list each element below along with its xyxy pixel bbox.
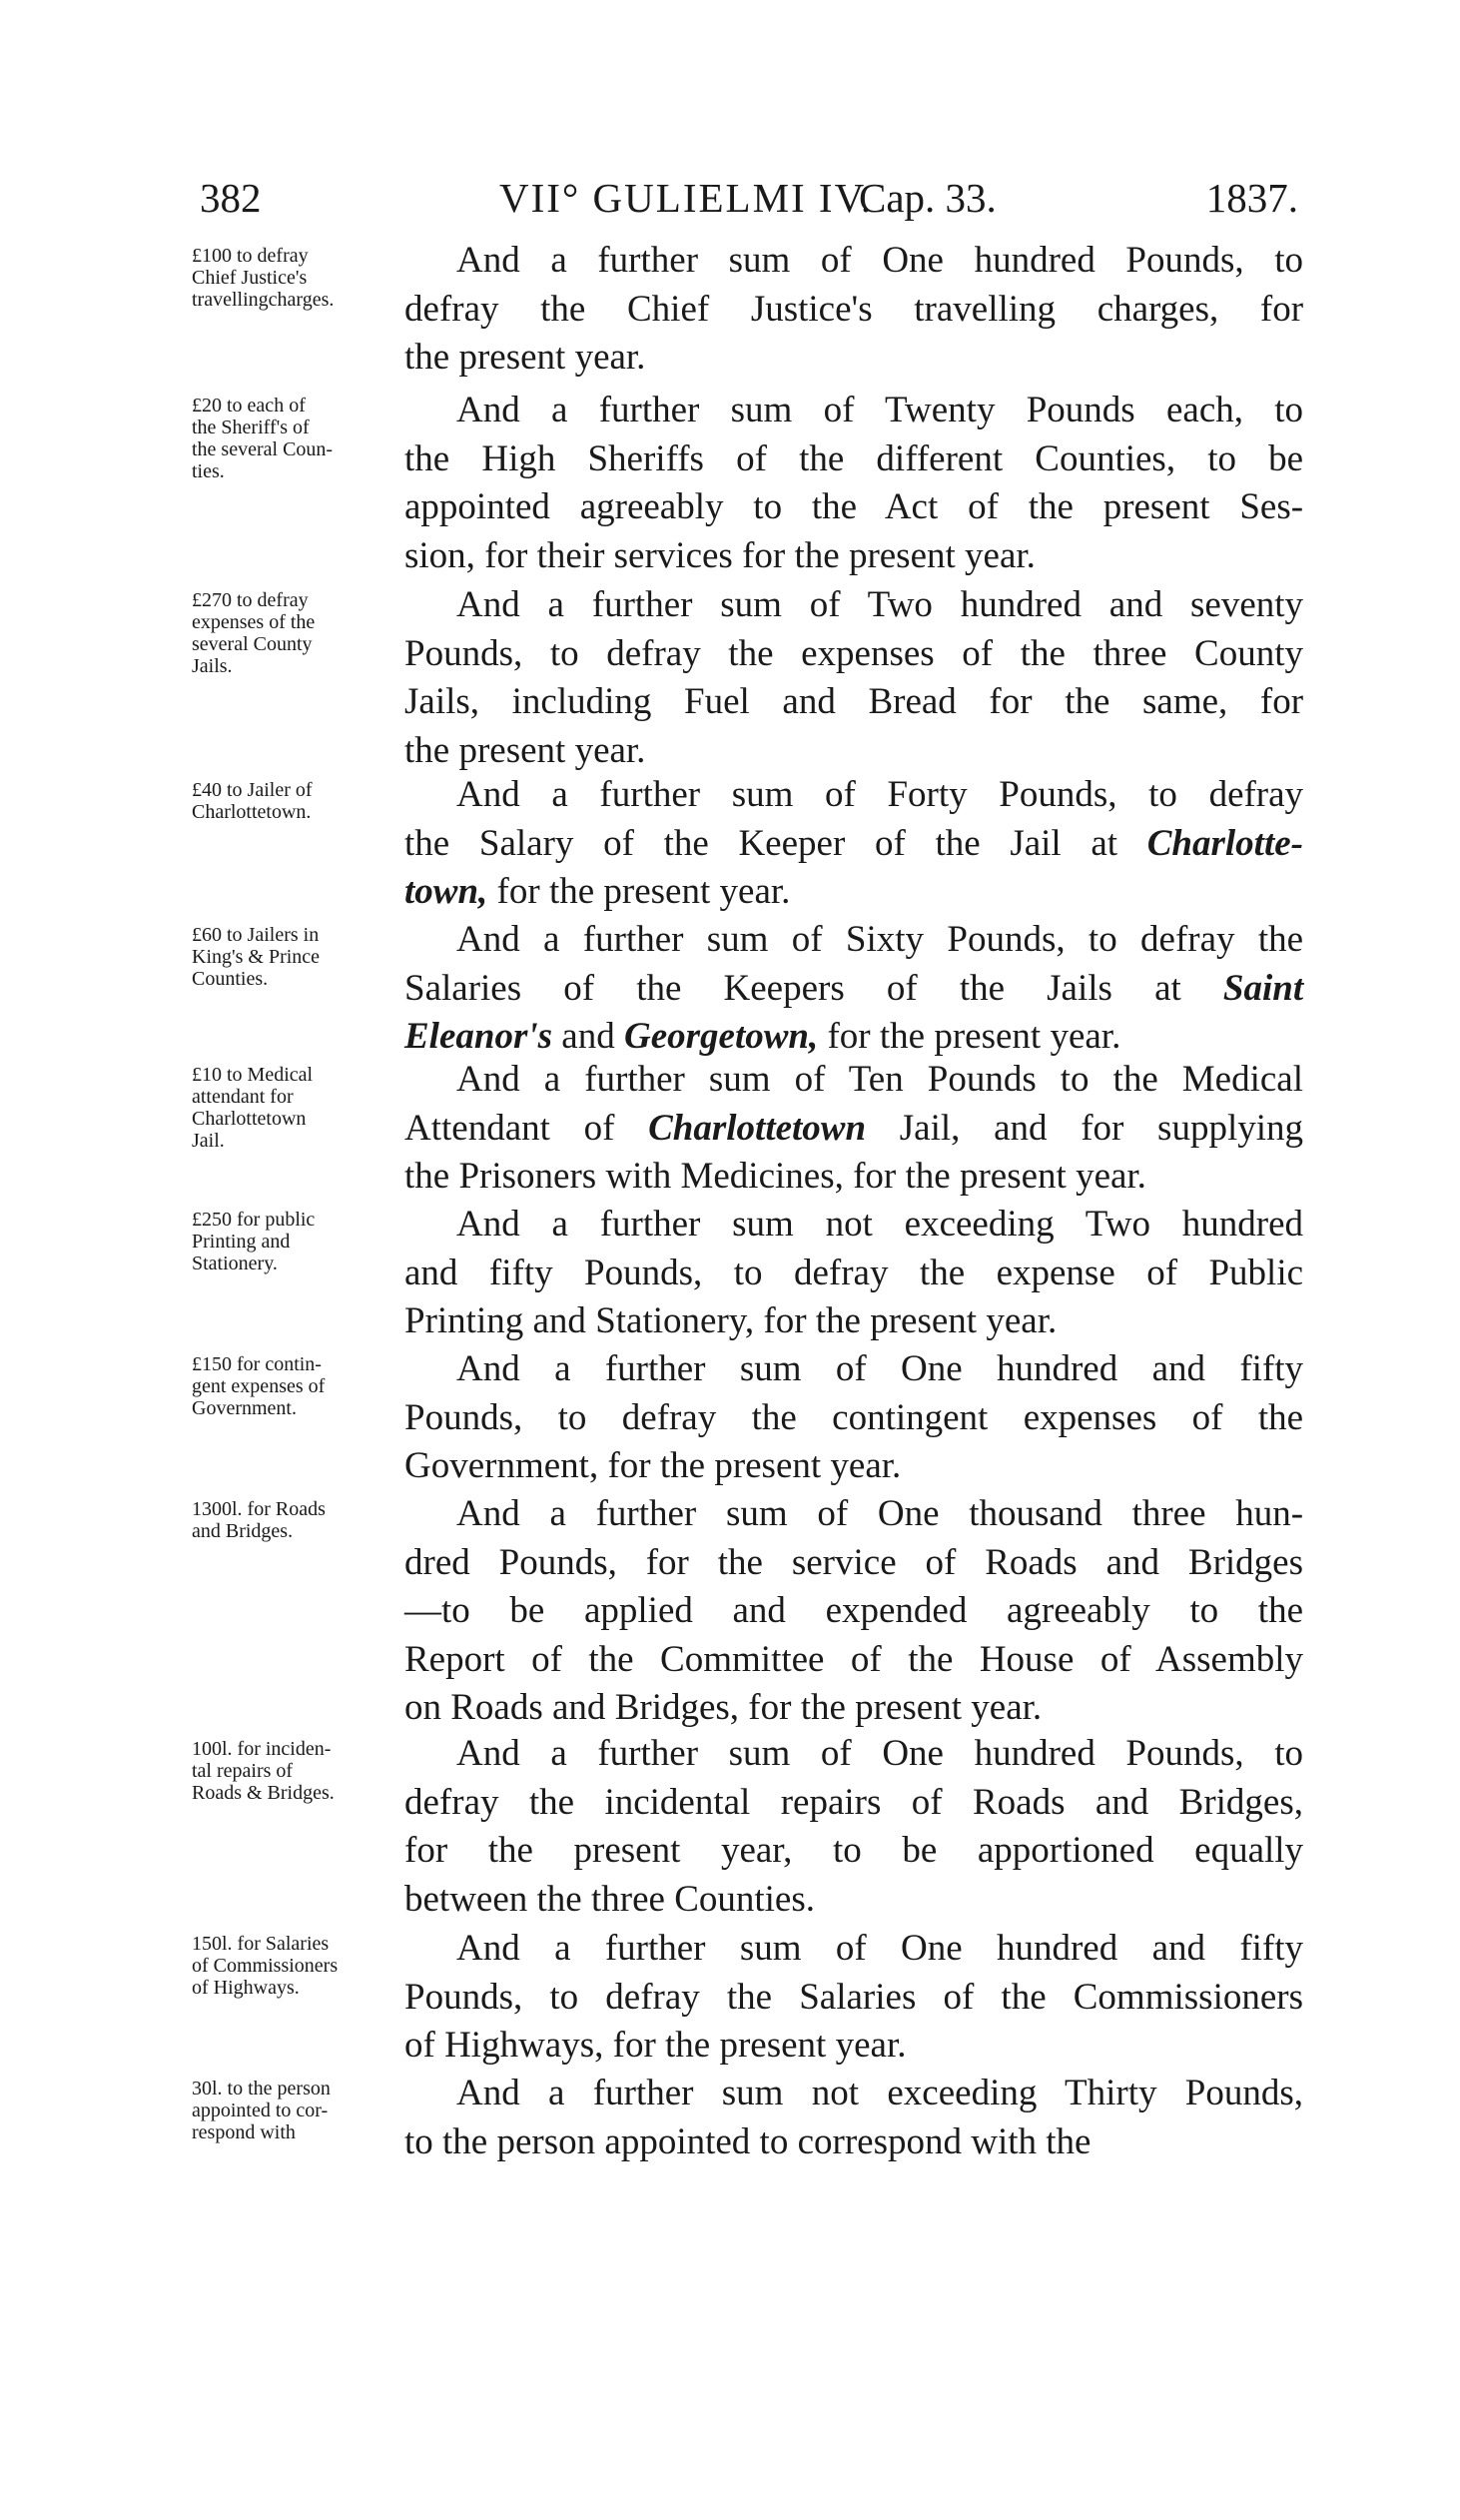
paragraph-line: town, for the present year.: [404, 871, 791, 912]
paragraph-line: dred Pounds, for the service of Roads and Bridges: [404, 1541, 1303, 1583]
chapter-label: Cap. 33.: [859, 175, 997, 221]
paragraph-line: Pounds, to defray the expenses of the three County: [404, 632, 1303, 674]
paragraph-line: And a further sum not exceeding Two hundred: [456, 1204, 1303, 1245]
margin-note-line: £60 to Jailers in: [192, 924, 320, 946]
margin-note: [192, 1738, 391, 1804]
paragraph: [404, 1490, 1303, 1733]
margin-note-line: £100 to defray: [192, 245, 309, 267]
paragraph-line: And a further sum of Sixty Pounds, to defray the: [456, 919, 1304, 960]
margin-note-line: Chief Justice's: [192, 267, 308, 289]
margin-note-line: expenses of the: [192, 611, 316, 633]
paragraph: [404, 1925, 1303, 2071]
paragraph-line: defray the incidental repairs of Roads and Bridges,: [404, 1781, 1304, 1823]
margin-note-line: Government.: [192, 1397, 297, 1419]
margin-note-line: appointed to cor-: [192, 2100, 329, 2121]
margin-note: [192, 1064, 391, 1152]
paragraph-line: the Prisoners with Medicines, for the present year.: [404, 1156, 1146, 1197]
paragraph-line: on Roads and Bridges, for the present year.: [404, 1687, 1043, 1728]
margin-note: [192, 395, 391, 482]
paragraph-line: appointed agreeably to the Act of the present Ses-: [404, 486, 1304, 527]
margin-note-line: £10 to Medical: [192, 1064, 314, 1086]
page-number: 382: [200, 175, 262, 221]
paragraph-line: sion, for their services for the present year.: [404, 534, 1036, 576]
margin-note-line: 100l. for inciden-: [192, 1738, 332, 1760]
paragraph: [404, 581, 1303, 775]
margin-note-line: Jail.: [192, 1130, 225, 1152]
margin-note: [192, 589, 391, 677]
margin-note-line: 1300l. for Roads: [192, 1498, 326, 1520]
year-label: 1837.: [1205, 175, 1298, 221]
margin-note-line: £270 to defray: [192, 589, 309, 611]
margin-note-line: 30l. to the person: [192, 2078, 331, 2100]
paragraph-line: And a further sum of One hundred and fifty: [456, 1348, 1304, 1389]
paragraph: [404, 916, 1303, 1062]
paragraph-line: And a further sum of One hundred Pounds, to: [456, 240, 1304, 281]
paragraph-line: the Salary of the Keeper of the Jail at Charlotte-: [404, 822, 1303, 864]
paragraph-line: And a further sum of Ten Pounds to the Medical: [456, 1059, 1303, 1100]
paragraph-line: of Highways, for the present year.: [404, 2025, 907, 2066]
margin-note-line: of Commissioners: [192, 1955, 339, 1977]
margin-note-line: travellingcharges.: [192, 289, 335, 311]
margin-note-line: respond with: [192, 2121, 296, 2143]
margin-note-line: Jails.: [192, 655, 233, 677]
margin-note-line: attendant for: [192, 1086, 294, 1108]
margin-note-line: Printing and: [192, 1231, 291, 1253]
margin-note-line: Charlottetown: [192, 1108, 307, 1130]
margin-note-line: the several Coun-: [192, 438, 334, 460]
margin-note-line: £40 to Jailer of: [192, 779, 313, 801]
paragraph-line: defray the Chief Justice's travelling charges, for: [404, 288, 1304, 330]
paragraph-line: Pounds, to defray the Salaries of the Commissioners: [404, 1976, 1303, 2018]
paragraph-line: Report of the Committee of the House of Assembly: [404, 1638, 1304, 1680]
margin-note-line: and Bridges.: [192, 1520, 294, 1542]
margin-note-line: ties.: [192, 460, 225, 482]
running-head: [200, 168, 1298, 228]
paragraph-line: And a further sum of Two hundred and seventy: [456, 584, 1304, 625]
paragraph-line: Salaries of the Keepers of the Jails at Saint: [404, 967, 1304, 1009]
margin-note-line: Counties.: [192, 968, 269, 990]
paragraph: [404, 2070, 1303, 2166]
paragraph-line: the High Sheriffs of the different Counties, to be: [404, 437, 1304, 479]
paragraph-line: Government, for the present year.: [404, 1445, 902, 1486]
margin-note: [192, 1209, 391, 1274]
paragraph: [404, 1056, 1303, 1202]
paragraph: [404, 1730, 1303, 1924]
paragraph-line: Eleanor's and Georgetown, for the present year.: [404, 1016, 1121, 1057]
paragraph-line: And a further sum of One hundred and fifty: [456, 1928, 1304, 1969]
margin-note-line: £20 to each of: [192, 395, 306, 417]
margin-note: [192, 1498, 391, 1542]
paragraph-line: And a further sum of One thousand three hun-: [456, 1493, 1304, 1534]
margin-note-line: the Sheriff's of: [192, 417, 310, 438]
margin-note-line: Stationery.: [192, 1253, 278, 1274]
margin-note: [192, 245, 391, 311]
paragraph-line: Jails, including Fuel and Bread for the same, for: [404, 681, 1304, 722]
paragraph: [404, 771, 1303, 917]
paragraph: [404, 1201, 1303, 1346]
margin-note: [192, 779, 391, 823]
paragraph-line: between the three Counties.: [404, 1878, 815, 1920]
margin-note-line: £150 for contin-: [192, 1353, 322, 1375]
paragraph-line: the present year.: [404, 337, 646, 378]
running-title: VII° GULIELMI IV.: [499, 175, 874, 221]
paragraph-line: for the present year, to be apportioned equally: [404, 1830, 1304, 1871]
paragraph-line: And a further sum not exceeding Thirty Pounds,: [456, 2073, 1304, 2113]
margin-note-line: Charlottetown.: [192, 801, 312, 823]
paragraph-line: And a further sum of Twenty Pounds each, to: [456, 390, 1304, 430]
margin-note-line: King's & Prince: [192, 946, 321, 968]
paragraph-line: the present year.: [404, 729, 646, 771]
paragraph-line: to the person appointed to correspond with the: [404, 2120, 1092, 2162]
margin-note: [192, 2078, 391, 2143]
paragraph-line: Pounds, to defray the contingent expenses of the: [404, 1396, 1304, 1438]
margin-note-line: gent expenses of: [192, 1375, 326, 1397]
paragraph-line: Attendant of Charlottetown Jail, and for supplying: [404, 1107, 1304, 1149]
margin-note-line: of Highways.: [192, 1977, 300, 1999]
paragraph: [404, 387, 1303, 580]
paragraph: [404, 237, 1303, 383]
paragraph-line: And a further sum of Forty Pounds, to defray: [456, 774, 1304, 815]
margin-note-line: Roads & Bridges.: [192, 1782, 335, 1804]
margin-note: [192, 1933, 391, 1999]
paragraph-line: —to be applied and expended agreeably to the: [404, 1590, 1303, 1631]
paragraph-line: Printing and Stationery, for the present year.: [404, 1300, 1058, 1341]
margin-note: [192, 1353, 391, 1419]
paragraph: [404, 1345, 1303, 1491]
margin-note-line: tal repairs of: [192, 1760, 294, 1782]
margin-note-line: £250 for public: [192, 1209, 316, 1231]
paragraph-line: And a further sum of One hundred Pounds, to: [456, 1733, 1304, 1774]
margin-note: [192, 924, 391, 990]
margin-note-line: 150l. for Salaries: [192, 1933, 330, 1955]
paragraph-line: and fifty Pounds, to defray the expense of Public: [404, 1252, 1304, 1293]
margin-note-line: several County: [192, 633, 313, 655]
